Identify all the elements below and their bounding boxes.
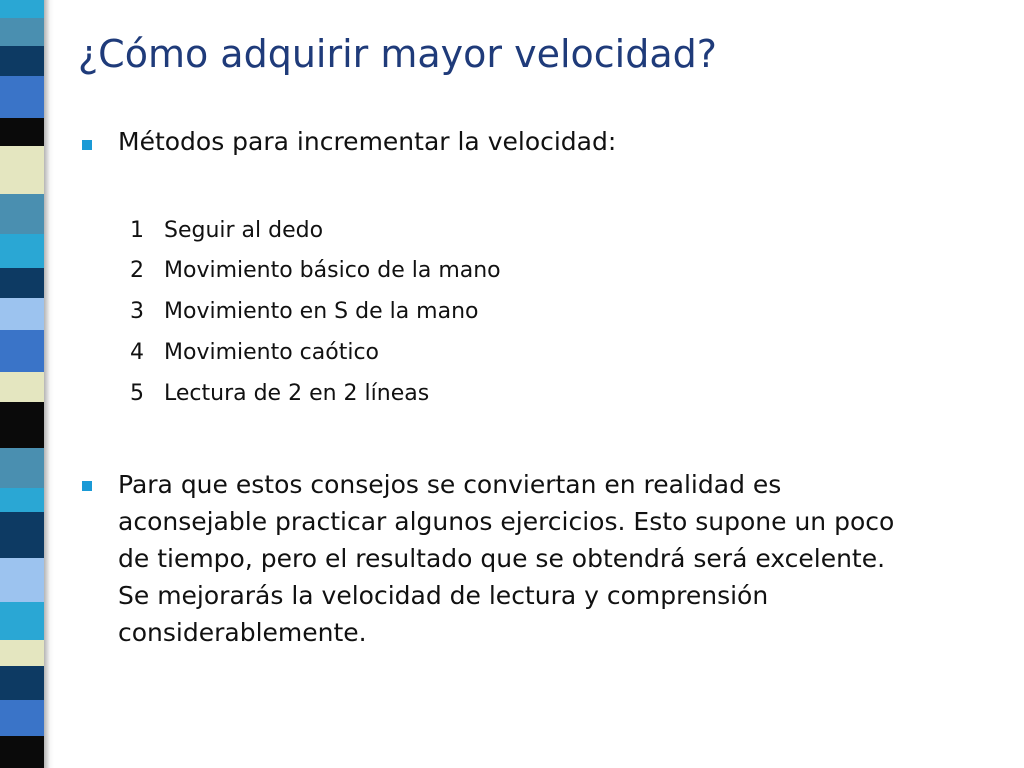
stripe — [0, 118, 44, 146]
stripe — [0, 488, 44, 512]
list-item — [130, 258, 501, 283]
bullet-methods-text: Métodos para incrementar la velocidad: — [118, 127, 617, 156]
stripe — [0, 298, 44, 330]
stripe — [0, 602, 44, 640]
decorative-stripe-bar — [0, 0, 54, 768]
item-label: Seguir al dedo — [164, 218, 324, 243]
paragraph-line: de tiempo, pero el resultado que se obtendrá será excelente. — [118, 544, 886, 573]
item-number: 1 — [130, 218, 144, 243]
stripe — [0, 372, 44, 402]
list-item — [130, 299, 479, 324]
stripe — [0, 512, 44, 558]
stripe — [0, 640, 44, 666]
item-label: Lectura de 2 en 2 líneas — [164, 381, 430, 406]
stripe — [0, 330, 44, 372]
item-number: 4 — [130, 340, 144, 365]
paragraph-line: considerablemente. — [118, 618, 367, 647]
stripe — [0, 700, 44, 736]
paragraph-line: Para que estos consejos se conviertan en realidad es — [118, 470, 782, 499]
item-label: Movimiento en S de la mano — [164, 299, 479, 324]
slide-title: ¿Cómo adquirir mayor velocidad? — [78, 32, 717, 76]
stripe — [0, 666, 44, 700]
item-number: 2 — [130, 258, 144, 283]
stripe — [0, 558, 44, 602]
item-label: Movimiento básico de la mano — [164, 258, 501, 283]
stripe — [0, 268, 44, 298]
square-bullet-icon — [82, 140, 92, 150]
list-item — [130, 218, 323, 243]
stripe — [0, 194, 44, 234]
square-bullet-icon — [82, 481, 92, 491]
stripe — [0, 234, 44, 268]
item-label: Movimiento caótico — [164, 340, 380, 365]
bullet-advice-paragraph — [118, 466, 1018, 651]
list-item — [130, 381, 429, 406]
stripe-shadow — [44, 0, 54, 768]
stripe — [0, 402, 44, 448]
item-number: 5 — [130, 381, 144, 406]
stripe — [0, 76, 44, 118]
stripe — [0, 146, 44, 194]
paragraph-line: aconsejable practicar algunos ejercicios. Esto supone un poco — [118, 507, 895, 536]
stripe — [0, 448, 44, 488]
stripe — [0, 46, 44, 76]
stripe — [0, 0, 44, 18]
stripe — [0, 736, 44, 768]
paragraph-line: Se mejorarás la velocidad de lectura y comprensión — [118, 581, 769, 610]
list-item — [130, 340, 379, 365]
item-number: 3 — [130, 299, 144, 324]
stripe — [0, 18, 44, 46]
